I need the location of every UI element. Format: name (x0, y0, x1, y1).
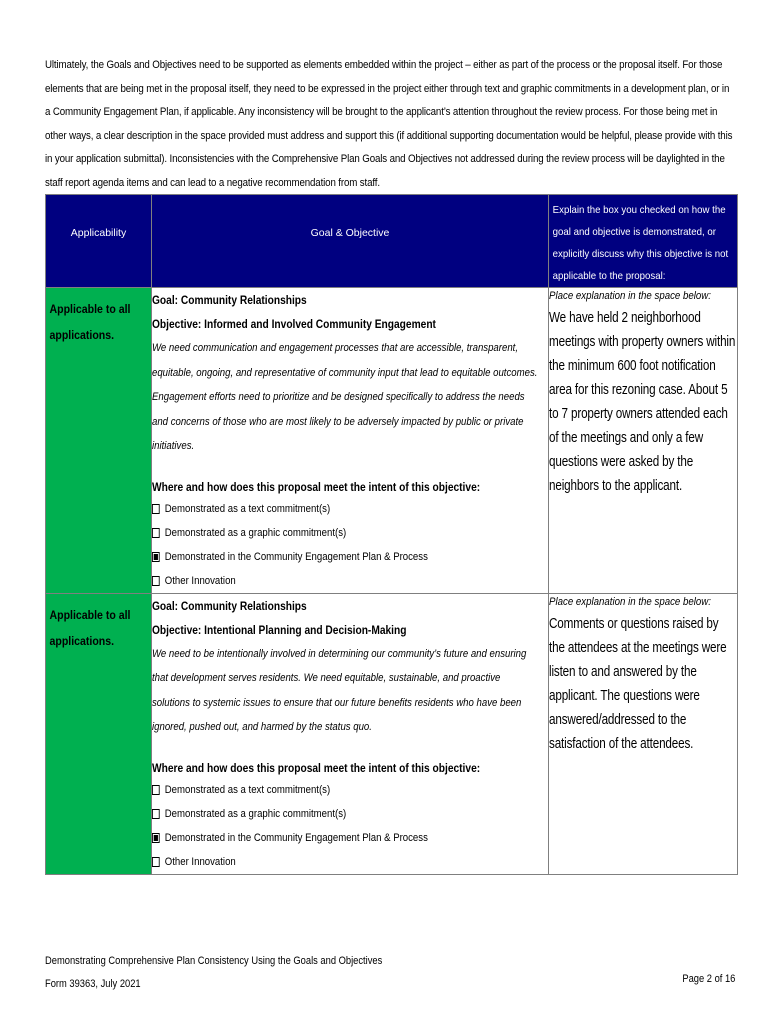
option-label: Other Innovation (164, 574, 236, 587)
place-explanation-label: Place explanation in the space below: (549, 595, 711, 608)
footer-form-number: Form 39363, July 2021 (45, 978, 141, 990)
goal-title: Goal: Community Relationships (152, 293, 307, 307)
goal-objective-cell (152, 593, 549, 874)
goal-title: Goal: Community Relationships (152, 598, 307, 613)
objective-title: Objective: Informed and Involved Community Engagement (152, 317, 436, 331)
option-text-commitment[interactable] (152, 497, 539, 521)
place-explanation-label: Place explanation in the space below: (549, 290, 711, 302)
checkbox-icon[interactable] (152, 785, 160, 795)
option-community-engagement-plan[interactable] (152, 826, 539, 850)
option-label: Demonstrated in the Community Engagement Plan & Process (164, 550, 428, 563)
goal-objective-cell (152, 288, 549, 594)
table-row (46, 593, 738, 874)
header-applicability-label: Applicability (70, 227, 127, 239)
header-goal-objective (152, 195, 549, 288)
option-text-commitment[interactable] (152, 778, 539, 802)
option-graphic-commitment[interactable] (152, 521, 539, 545)
intent-question: Where and how does this proposal meet the intent of this objective: (152, 760, 481, 775)
explanation-text[interactable]: We have held 2 neighborhood meetings with property owners within the minimum 600 foot notification area for this rezoning case. About 5 to 7 property owners attended each of the meetings and only a few questions were asked by the neighbors to the applicant. (549, 309, 736, 494)
header-explain (549, 195, 738, 288)
option-community-engagement-plan[interactable] (152, 545, 539, 569)
header-explain-label: Explain the box you checked on how the goal and objective is demonstrated, or explicitly discuss why this objective is not applicable to the proposal: (552, 204, 729, 282)
applicability-cell (46, 593, 152, 874)
checkbox-icon[interactable] (152, 528, 160, 538)
objective-title: Objective: Intentional Planning and Decision-Making (152, 622, 407, 637)
checkbox-icon[interactable] (152, 857, 160, 867)
intent-question: Where and how does this proposal meet the intent of this objective: (152, 479, 481, 494)
header-goal-objective-label: Goal & Objective (310, 227, 390, 239)
applicability-cell (46, 288, 152, 594)
option-label: Demonstrated as a graphic commitment(s) (164, 807, 347, 820)
option-label: Demonstrated as a text commitment(s) (164, 783, 331, 796)
objective-description: We need to be intentionally involved in determining our community’s future and ensuring that development serves residents. We need equitable, sustainable, and proactive solutions to systemic issues to ensure that our future benefits residents who have been ignored, pushed out, and harmed by the status quo. (152, 647, 527, 733)
header-applicability (46, 195, 152, 288)
option-label: Demonstrated as a text commitment(s) (164, 502, 331, 515)
checkbox-icon[interactable] (152, 809, 160, 819)
option-other-innovation[interactable] (152, 850, 539, 874)
applicability-label: Applicable to all applications. (49, 302, 131, 342)
page-number: Page 2 of 16 (681, 973, 735, 985)
table-header-row (46, 195, 738, 288)
objective-description: We need communication and engagement processes that are accessible, transparent, equitable, ongoing, and representative of community input that lead to equitable outcomes. Engagement efforts need to prioritize and be designed specifically to address the needs and concerns of those who are most likely to be adversely impacted by public or private initiatives. (152, 342, 538, 452)
table-row (46, 288, 738, 594)
checkbox-icon[interactable] (152, 576, 160, 586)
option-graphic-commitment[interactable] (152, 802, 539, 826)
explanation-cell[interactable] (549, 288, 738, 594)
intro-paragraph: Ultimately, the Goals and Objectives need to be supported as elements embedded within the project – either as part of the process or the proposal itself. For those elements that are being met in the proposal itself, they need to be expressed in the project either through text and graphic commitments in a development plan, or in a Community Engagement Plan, if applicable. Any inconsistency will be brought to the applicant’s attention throughout the review process. For those being met in other ways, a clear description in the space provided must address and support this (if additional supporting documentation would be helpful, please provide with this in your application submittal). Inconsistencies with the Comprehensive Plan Goals and Objectives not addressed during the review process will be daylighted in the staff report agenda items and can lead to a negative recommendation from staff. (45, 59, 733, 189)
applicability-label: Applicable to all applications. (49, 607, 131, 648)
page-footer (45, 950, 385, 996)
checkbox-icon[interactable] (152, 504, 160, 514)
checkbox-checked-icon[interactable] (152, 552, 160, 562)
goals-objectives-table (45, 194, 738, 875)
option-label: Other Innovation (164, 855, 236, 868)
explanation-text[interactable]: Comments or questions raised by the attendees at the meetings were listen to and answered by the applicant. The questions were answered/addressed to the satisfaction of the attendees. (549, 614, 727, 752)
option-label: Demonstrated in the Community Engagement Plan & Process (164, 831, 428, 844)
explanation-cell[interactable] (549, 593, 738, 874)
option-other-innovation[interactable] (152, 569, 539, 593)
footer-document-title: Demonstrating Comprehensive Plan Consistency Using the Goals and Objectives (45, 955, 383, 967)
checkbox-checked-icon[interactable] (152, 833, 160, 843)
option-label: Demonstrated as a graphic commitment(s) (164, 526, 347, 539)
